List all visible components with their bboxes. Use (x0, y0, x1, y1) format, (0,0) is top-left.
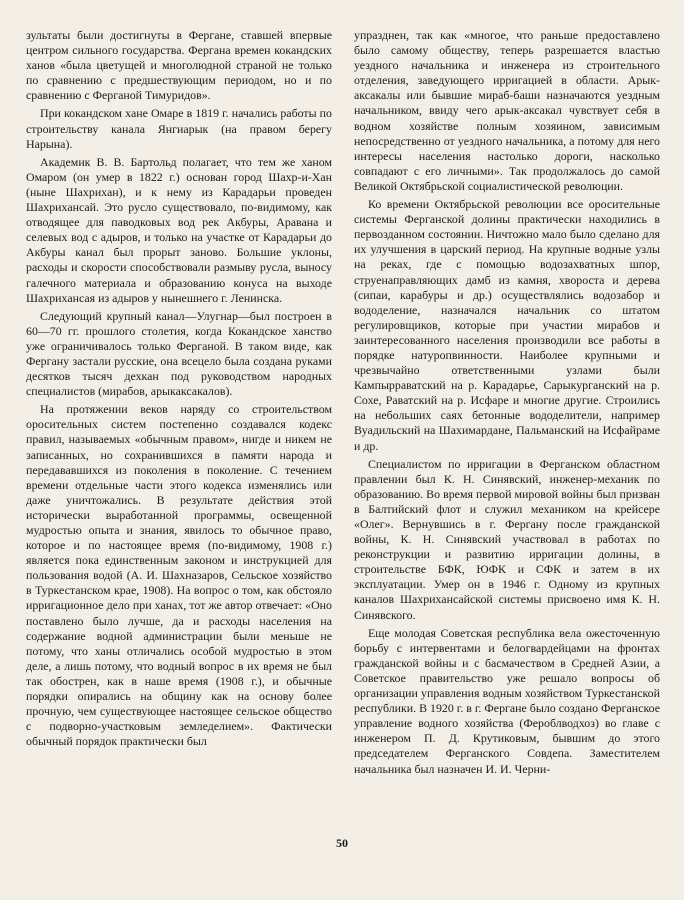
paragraph: упразднен, так как «многое, что раньше предоставлено было самому обществу, теперь разрешается властью уездного начальника и инженера из строительного отделения, заведующего ирригацией в области. Арык-аксакалы или бывшие мираб-баши назначаются уездным начальником, ввиду чего арык-аксакал чувствует себя в водном хозяйстве полным хозяином, зависимым непосредственно от уездного начальника, а потому для него интересы населения настолько дороги, насколько совпадают с его личными». Так продолжалось до самой Великой Октябрьской социалистической революции. (354, 28, 660, 193)
paragraph: Еще молодая Советская республика вела ожесточенную борьбу с интервентами и белогвардейцами на фронтах гражданской войны и с басмачеством в Средней Азии, а Советское правительство уже решало вопросы об организации управления водным хозяйством Туркестанской республики. В 1920 г. в г. Фергане было создано Ферганское управление водного хозяйства (Фероблводхоз) во главе с инженером П. Д. Крутиковым, бывшим до этого председателем Ферганского Совдепа. Заместителем начальника был назначен И. И. Черни- (354, 625, 660, 776)
paragraph: Академик В. В. Бартольд полагает, что тем же ханом Омаром (он умер в 1822 г.) основан город Шахр-и-Хан (ныне Шахрихан), и к нему из Карадарьи проведен Шахрихансай. Это русло существовало, по-видимому, как отводящее для паводковых вод рек Акбуры, Аравана и селевых вод с адыров, и только на участке от Карадарьи до Акбуры канал был прорыт заново. Большие уклоны, расходы и скорости способствовали размыву русла, выносу галечного материала и образованию конуса на выходе Шахрихансая из адыров у нынешнего г. Ленинска. (26, 154, 332, 305)
book-page (26, 28, 660, 828)
paragraph: При кокандском хане Омаре в 1819 г. начались работы по строительству канала Янгиарык (на правом берегу Нарына). (26, 106, 332, 151)
paragraph: Следующий крупный канал—Улугнар—был построен в 60—70 гг. прошлого столетия, когда Кокандское ханство уже ограничивалось только Ферганой. В таком виде, как Фергану застали русские, она всецело была создана руками десятков тысяч дехкан под руководством народных специалистов (мирабов, арыкаксакалов). (26, 308, 332, 399)
paragraph: Специалистом по ирригации в Ферганском областном правлении был К. Н. Синявский, инженер-механик по образованию. Во время первой мировой войны был призван в Балтийский флот и служил механиком на крейсере «Олег». Вернувшись в г. Фергану после гражданской войны, К. Н. Синявский участвовал в работах по реконструкции и развитию ирригации долины, в строительстве БФК, ЮФК и СФК и затем в их эксплуатации. Умер он в 1946 г. Одному из крупных каналов Шахрихансайской системы присвоено имя К. Н. Синявского. (354, 456, 660, 622)
page-number: 50 (336, 836, 348, 850)
paragraph: зультаты были достигнуты в Фергане, ставшей впервые центром сильного государства. Фергана времен кокандских ханов «была цветущей и многолюдной страной не только по сравнению с предшествующим периодом, но и по сравнению с Ферганой Тимуридов». (26, 28, 332, 103)
paragraph: Ко времени Октябрьской революции все оросительные системы Ферганской долины практически находились в первозданном состоянии. Ничтожно мало было сделано для их улучшения в царский период. На крупные водные узлы на реках, где с помощью водозахватных шпор, струенаправляющих дамб из камня, хвороста и дерева (сипаи, карабуры и др.) осуществлялись водозабор и вододеление, назначался начальник со штатом регулировщиков, которые при участии мирабов и заинтересованного населения производили все работы в порядке натуропвинности. Наиболее крупными и чрезвычайно ответственными узлами были Кампырраватский на р. Карадарье, Сарыкурганский на р. Сохе, Раватский на р. Исфаре и многие другие. Строились на небольших саях бетонные вододелители, например Вуадильский на Шахимардане, Пальманский на Исфайраме и др. (354, 197, 660, 453)
paragraph: На протяжении веков наряду со строительством оросительных систем постепенно создавался кодекс правил, называемых «обычным правом», нигде и никем не записанных, но сохранившихся в памяти народа и передававшихся из поколения в поколение. С течением времени отдельные части этого кодекса изменялись или даже уничтожались. В результате действия этой исторически выработанной программы, освещенной мудростью опыта и знания, явилось то обычное право, которое и по настоящее время (по-видимому, 1908 г.) является пока единственным законом и инструкцией для пользования водой (А. И. Шахназаров, Сельское хозяйство в Туркестанском крае, 1908). На вопрос о том, как обстояло ирригационное дело при ханах, тот же автор отвечает: «Оно поставлено было лучше, да и расходы населения на содержание водной администрации были меньше не потому, что ханы отличались особой мудростью в этом деле, а лишь потому, что водный вопрос в их время не был так обострен, как в наше время (1908 г.), и обычные порядки опирались на общину как на основу более прочную, чем существующее настоящее сельское общество с подворно-участковым земледелием». Фактически обычный порядок практически был (26, 402, 332, 749)
right-column (354, 28, 660, 828)
left-column (26, 28, 332, 828)
